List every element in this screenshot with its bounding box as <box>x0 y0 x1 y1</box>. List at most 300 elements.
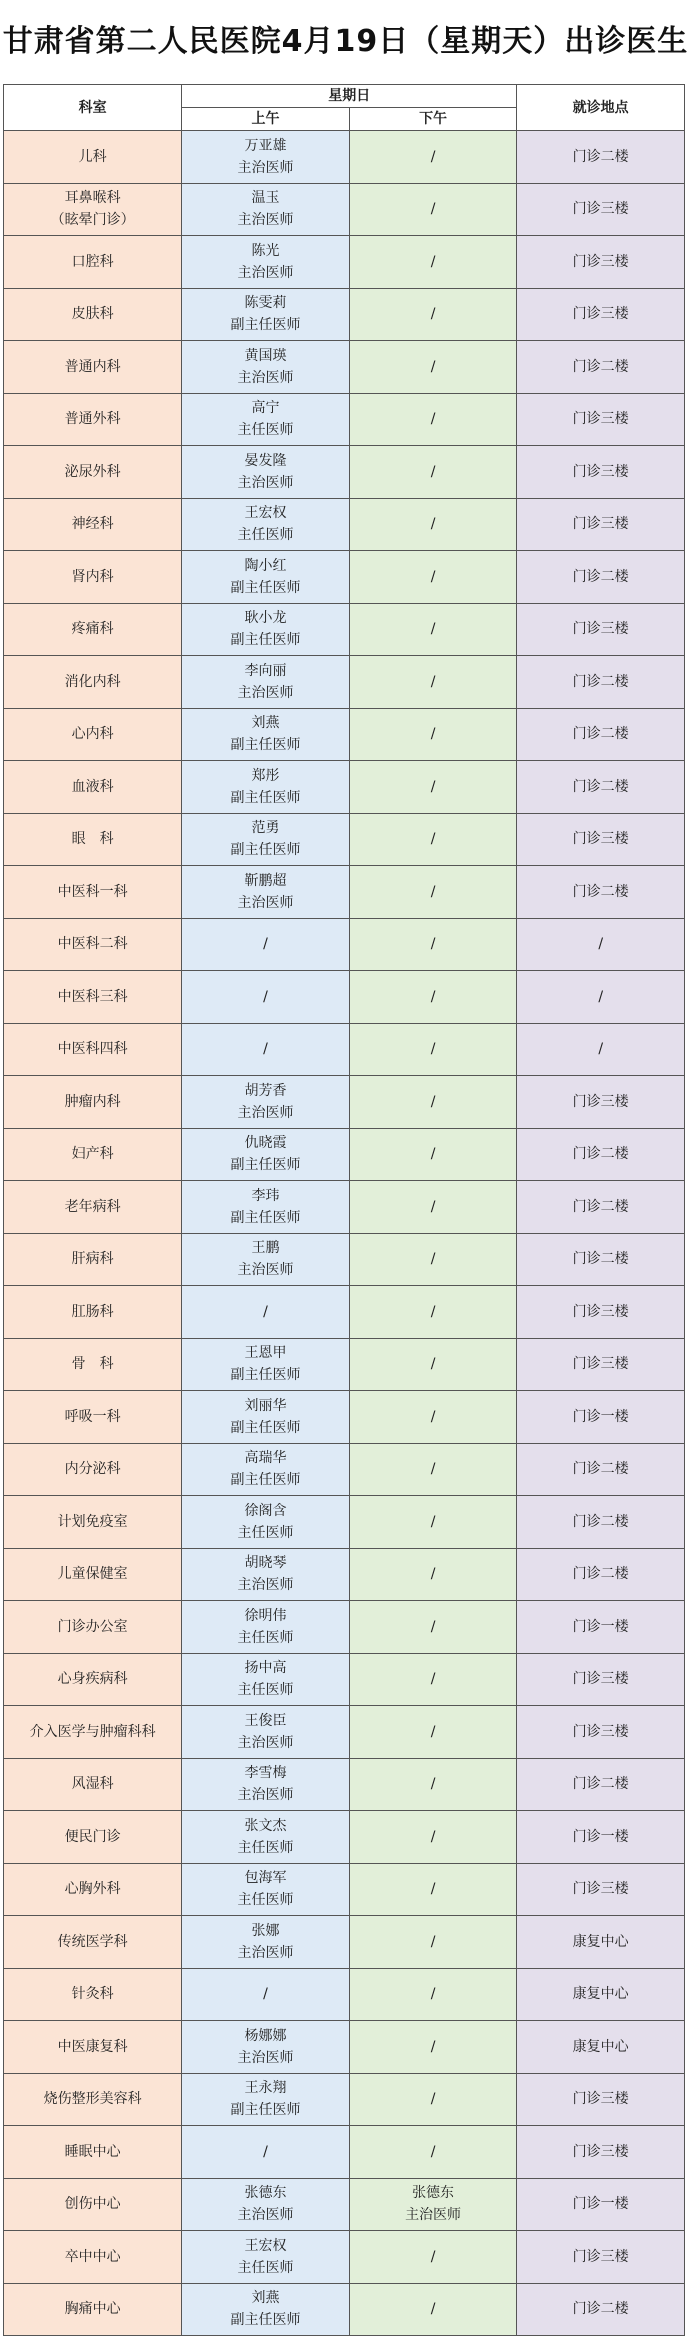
location-text: 门诊三楼 <box>572 253 629 270</box>
am-doctor-title: 副主任医师 <box>230 1419 301 1436</box>
am-cell <box>182 1338 350 1391</box>
am-cell <box>182 2283 350 2336</box>
am-doctor-title: 主任医师 <box>237 1682 294 1699</box>
location-text: 门诊三楼 <box>572 516 629 533</box>
pm-doctor-name: / <box>430 1303 436 1320</box>
table-row <box>4 1391 685 1444</box>
dept-cell <box>4 2283 182 2336</box>
am-doctor-title: 副主任医师 <box>230 1367 301 1384</box>
pm-doctor-name: / <box>430 1986 436 2003</box>
location-text: 门诊三楼 <box>572 831 629 848</box>
dept-cell <box>4 1076 182 1129</box>
pm-doctor-title: 主治医师 <box>405 2207 462 2224</box>
am-cell <box>182 1968 350 2021</box>
pm-cell <box>349 2231 517 2284</box>
dept-name: 疼痛科 <box>71 621 114 638</box>
location-text: 门诊三楼 <box>572 1881 629 1898</box>
pm-doctor-name: / <box>430 2301 436 2318</box>
pm-cell <box>349 1653 517 1706</box>
location-cell <box>517 866 685 919</box>
location-cell <box>517 1548 685 1601</box>
am-doctor-title: 副主任医师 <box>230 1472 301 1489</box>
pm-doctor-name: / <box>430 1723 436 1740</box>
am-doctor-title: 主治医师 <box>237 894 294 911</box>
am-cell <box>182 1916 350 1969</box>
dept-cell <box>4 708 182 761</box>
am-doctor-name: 王宏权 <box>244 505 287 522</box>
pm-cell <box>349 761 517 814</box>
location-text: 康复中心 <box>572 1933 629 1950</box>
am-cell <box>182 236 350 289</box>
pm-cell <box>349 1023 517 1076</box>
dept-cell <box>4 498 182 551</box>
location-text: 门诊二楼 <box>572 1776 629 1793</box>
location-text: / <box>598 936 604 953</box>
table-row <box>4 1706 685 1759</box>
am-doctor-name: 扬中高 <box>244 1660 287 1677</box>
location-cell <box>517 498 685 551</box>
am-doctor-title: 副主任医师 <box>230 2312 301 2329</box>
table-row <box>4 1181 685 1234</box>
am-cell <box>182 551 350 604</box>
dept-name: 骨 科 <box>71 1356 114 1373</box>
dept-name: 眼 科 <box>71 831 114 848</box>
pm-cell <box>349 551 517 604</box>
location-cell <box>517 1968 685 2021</box>
pm-cell <box>349 1548 517 1601</box>
dept-cell <box>4 761 182 814</box>
dept-cell <box>4 446 182 499</box>
dept-cell <box>4 551 182 604</box>
table-row <box>4 1443 685 1496</box>
pm-cell <box>349 1811 517 1864</box>
am-cell <box>182 2178 350 2231</box>
location-cell <box>517 1653 685 1706</box>
dept-name: 耳鼻喉科 （眩晕门诊） <box>50 190 135 229</box>
am-doctor-title: 主任医师 <box>237 1892 294 1909</box>
am-doctor-name: 仇晓霞 <box>244 1135 287 1152</box>
table-row <box>4 1601 685 1654</box>
pm-cell <box>349 498 517 551</box>
pm-cell <box>349 1443 517 1496</box>
dept-name: 中医科一科 <box>57 883 128 900</box>
location-text: / <box>598 1041 604 1058</box>
table-row <box>4 813 685 866</box>
am-doctor-name: 胡芳香 <box>244 1082 287 1099</box>
am-doctor-name: / <box>263 936 268 953</box>
location-cell <box>517 551 685 604</box>
pm-doctor-name: / <box>430 1513 436 1530</box>
dept-name: 普通内科 <box>64 358 121 375</box>
dept-name: 普通外科 <box>64 411 121 428</box>
dept-cell <box>4 1496 182 1549</box>
pm-doctor-name: / <box>430 1881 436 1898</box>
pm-doctor-name: / <box>430 726 436 743</box>
table-row <box>4 341 685 394</box>
am-doctor-title: 主治医师 <box>237 2207 294 2224</box>
pm-cell <box>349 183 517 236</box>
pm-cell <box>349 708 517 761</box>
am-doctor-name: 胡晓琴 <box>244 1555 287 1572</box>
am-doctor-title: 主治医师 <box>237 264 294 281</box>
location-text: 门诊二楼 <box>572 1461 629 1478</box>
location-cell <box>517 1286 685 1339</box>
pm-cell <box>349 2283 517 2336</box>
am-cell <box>182 603 350 656</box>
am-doctor-name: 徐明伟 <box>244 1607 287 1624</box>
dept-cell <box>4 1128 182 1181</box>
dept-name: 泌尿外科 <box>64 463 121 480</box>
am-doctor-name: 张德东 <box>244 2185 287 2202</box>
dept-cell <box>4 1811 182 1864</box>
dept-name: 中医科二科 <box>57 936 128 953</box>
dept-name: 肛肠科 <box>71 1303 114 1320</box>
dept-name: 消化内科 <box>64 673 121 690</box>
location-cell <box>517 1338 685 1391</box>
am-doctor-title: 主治医师 <box>237 1944 294 1961</box>
am-cell <box>182 131 350 184</box>
location-text: 门诊二楼 <box>572 148 629 165</box>
am-cell <box>182 183 350 236</box>
dept-name: 儿科 <box>78 148 107 165</box>
dept-cell <box>4 866 182 919</box>
location-cell <box>517 918 685 971</box>
pm-doctor-name: / <box>430 253 436 270</box>
location-cell <box>517 1443 685 1496</box>
pm-doctor-name: / <box>430 1041 436 1058</box>
pm-doctor-name: / <box>430 463 436 480</box>
location-cell <box>517 393 685 446</box>
location-cell <box>517 813 685 866</box>
header-am: 上午 <box>182 108 350 131</box>
am-doctor-title: 副主任医师 <box>230 842 301 859</box>
location-text: 门诊三楼 <box>572 2248 629 2265</box>
dept-name: 传统医学科 <box>57 1933 128 1950</box>
am-cell <box>182 1233 350 1286</box>
dept-cell <box>4 341 182 394</box>
location-text: 门诊三楼 <box>572 1093 629 1110</box>
table-row <box>4 1496 685 1549</box>
am-cell <box>182 446 350 499</box>
am-cell <box>182 288 350 341</box>
table-row <box>4 1548 685 1601</box>
table-row <box>4 1233 685 1286</box>
am-doctor-name: 耿小龙 <box>244 610 287 627</box>
dept-name: 口腔科 <box>71 253 114 270</box>
am-doctor-title: 主治医师 <box>237 1734 294 1751</box>
pm-cell <box>349 1181 517 1234</box>
am-doctor-title: 主任医师 <box>237 1524 294 1541</box>
location-cell <box>517 1023 685 1076</box>
dept-cell <box>4 183 182 236</box>
am-doctor-name: 晏发隆 <box>244 452 287 469</box>
dept-name: 睡眠中心 <box>64 2143 121 2160</box>
location-cell <box>517 1863 685 1916</box>
am-cell <box>182 813 350 866</box>
location-cell <box>517 603 685 656</box>
am-cell <box>182 2021 350 2074</box>
pm-doctor-name: / <box>430 936 436 953</box>
am-cell <box>182 393 350 446</box>
pm-doctor-name: / <box>430 2038 436 2055</box>
pm-cell <box>349 1968 517 2021</box>
am-doctor-name: 王俊臣 <box>244 1712 287 1729</box>
am-doctor-title: 副主任医师 <box>230 317 301 334</box>
am-doctor-title: 主治医师 <box>237 1104 294 1121</box>
pm-doctor-name: / <box>430 516 436 533</box>
am-doctor-name: 徐阁含 <box>244 1502 287 1519</box>
dept-cell <box>4 1653 182 1706</box>
dept-cell <box>4 1758 182 1811</box>
am-doctor-title: 主任医师 <box>237 527 294 544</box>
location-cell <box>517 2231 685 2284</box>
pm-doctor-name: / <box>430 621 436 638</box>
location-cell <box>517 1811 685 1864</box>
dept-cell <box>4 813 182 866</box>
location-text: 康复中心 <box>572 2038 629 2055</box>
table-row <box>4 1338 685 1391</box>
location-text: 门诊二楼 <box>572 568 629 585</box>
dept-name: 创伤中心 <box>64 2196 121 2213</box>
dept-name: 儿童保健室 <box>57 1566 128 1583</box>
pm-doctor-name: / <box>430 411 436 428</box>
am-doctor-title: 副主任医师 <box>230 1157 301 1174</box>
dept-cell <box>4 1443 182 1496</box>
am-doctor-name: 王永翔 <box>244 2080 287 2097</box>
dept-name: 便民门诊 <box>64 1828 121 1845</box>
location-cell <box>517 236 685 289</box>
am-cell <box>182 2231 350 2284</box>
header-pm: 下午 <box>349 108 517 131</box>
schedule-table <box>3 84 685 2336</box>
am-doctor-title: 主治医师 <box>237 159 294 176</box>
pm-cell <box>349 1076 517 1129</box>
location-text: 门诊二楼 <box>572 1566 629 1583</box>
pm-cell <box>349 2178 517 2231</box>
pm-doctor-name: / <box>430 1566 436 1583</box>
am-doctor-title: 副主任医师 <box>230 2102 301 2119</box>
pm-doctor-name: 张德东 <box>412 2185 455 2202</box>
pm-doctor-name: / <box>430 306 436 323</box>
pm-cell <box>349 446 517 499</box>
pm-doctor-name: / <box>430 1356 436 1373</box>
table-row <box>4 183 685 236</box>
am-doctor-title: 主治医师 <box>237 1262 294 1279</box>
am-doctor-title: 主治医师 <box>237 474 294 491</box>
location-text: 门诊二楼 <box>572 1198 629 1215</box>
location-text: 门诊二楼 <box>572 726 629 743</box>
dept-name: 计划免疫室 <box>57 1513 128 1530</box>
pm-doctor-name: / <box>430 1776 436 1793</box>
am-cell <box>182 1076 350 1129</box>
am-doctor-name: 李玮 <box>251 1187 280 1204</box>
table-row <box>4 1758 685 1811</box>
table-row <box>4 2073 685 2126</box>
pm-doctor-name: / <box>430 148 436 165</box>
dept-name: 心身疾病科 <box>57 1671 128 1688</box>
dept-cell <box>4 1601 182 1654</box>
pm-doctor-name: / <box>430 1618 436 1635</box>
am-cell <box>182 1548 350 1601</box>
table-row <box>4 2021 685 2074</box>
table-row <box>4 1863 685 1916</box>
am-doctor-title: 主任医师 <box>237 422 294 439</box>
am-cell <box>182 1286 350 1339</box>
am-cell <box>182 866 350 919</box>
table-row <box>4 918 685 971</box>
pm-doctor-name: / <box>430 2143 436 2160</box>
page-title: 甘肃省第二人民医院4月19日（星期天）出诊医生 <box>2 24 689 59</box>
pm-doctor-name: / <box>430 1251 436 1268</box>
location-text: 门诊三楼 <box>572 463 629 480</box>
location-cell <box>517 2021 685 2074</box>
am-cell <box>182 2126 350 2179</box>
dept-cell <box>4 131 182 184</box>
table-row <box>4 603 685 656</box>
am-doctor-name: 万亚雄 <box>244 137 287 154</box>
schedule-rows <box>4 131 685 2336</box>
table-row <box>4 236 685 289</box>
pm-cell <box>349 1601 517 1654</box>
am-doctor-title: 主任医师 <box>237 2259 294 2276</box>
am-cell <box>182 1811 350 1864</box>
am-doctor-title: 主治医师 <box>237 684 294 701</box>
pm-doctor-name: / <box>430 358 436 375</box>
dept-cell <box>4 1706 182 1759</box>
dept-cell <box>4 1338 182 1391</box>
am-cell <box>182 1128 350 1181</box>
pm-cell <box>349 341 517 394</box>
location-text: 门诊三楼 <box>572 1356 629 1373</box>
pm-cell <box>349 2073 517 2126</box>
pm-doctor-name: / <box>430 1933 436 1950</box>
location-text: 门诊三楼 <box>572 1303 629 1320</box>
dept-cell <box>4 1863 182 1916</box>
am-doctor-title: 主治医师 <box>237 1577 294 1594</box>
am-doctor-name: 杨娜娜 <box>244 2027 287 2044</box>
location-cell <box>517 2073 685 2126</box>
location-text: / <box>598 988 604 1005</box>
dept-name: 中医康复科 <box>57 2038 128 2055</box>
dept-name: 心内科 <box>71 726 114 743</box>
location-text: 门诊三楼 <box>572 1671 629 1688</box>
location-cell <box>517 183 685 236</box>
pm-doctor-name: / <box>430 2091 436 2108</box>
location-text: 门诊二楼 <box>572 1513 629 1530</box>
dept-cell <box>4 393 182 446</box>
pm-doctor-name: / <box>430 2248 436 2265</box>
dept-cell <box>4 2073 182 2126</box>
pm-cell <box>349 1706 517 1759</box>
location-cell <box>517 1706 685 1759</box>
dept-name: 血液科 <box>71 778 114 795</box>
location-cell <box>517 2283 685 2336</box>
dept-name: 中医科四科 <box>57 1041 128 1058</box>
am-cell <box>182 1023 350 1076</box>
location-cell <box>517 1128 685 1181</box>
am-doctor-name: 黄国瑛 <box>244 347 287 364</box>
location-text: 门诊二楼 <box>572 2301 629 2318</box>
dept-cell <box>4 1916 182 1969</box>
dept-name: 肾内科 <box>71 568 114 585</box>
table-row <box>4 2231 685 2284</box>
dept-cell <box>4 2178 182 2231</box>
am-doctor-name: 王宏权 <box>244 2237 287 2254</box>
location-cell <box>517 446 685 499</box>
table-row <box>4 656 685 709</box>
pm-cell <box>349 1496 517 1549</box>
table-row <box>4 761 685 814</box>
am-doctor-title: 主治医师 <box>237 212 294 229</box>
dept-cell <box>4 603 182 656</box>
pm-cell <box>349 918 517 971</box>
dept-name: 烧伤整形美容科 <box>43 2091 142 2108</box>
location-cell <box>517 1233 685 1286</box>
location-text: 门诊三楼 <box>572 306 629 323</box>
location-cell <box>517 288 685 341</box>
table-row <box>4 866 685 919</box>
am-cell <box>182 761 350 814</box>
location-text: 门诊一楼 <box>572 1828 629 1845</box>
location-cell <box>517 708 685 761</box>
am-cell <box>182 1653 350 1706</box>
am-doctor-name: 范勇 <box>251 820 280 837</box>
dept-name: 中医科三科 <box>57 988 128 1005</box>
am-cell <box>182 1181 350 1234</box>
am-doctor-name: 王恩甲 <box>244 1345 287 1362</box>
am-doctor-title: 主治医师 <box>237 1787 294 1804</box>
pm-cell <box>349 813 517 866</box>
am-doctor-name: 高宁 <box>251 400 280 417</box>
location-cell <box>517 2178 685 2231</box>
am-doctor-name: 郑彤 <box>251 767 280 784</box>
table-row <box>4 288 685 341</box>
dept-name: 介入医学与肿瘤科科 <box>29 1723 156 1740</box>
dept-cell <box>4 2021 182 2074</box>
dept-cell <box>4 971 182 1024</box>
dept-cell <box>4 1286 182 1339</box>
am-cell <box>182 1496 350 1549</box>
location-cell <box>517 1391 685 1444</box>
location-text: 门诊三楼 <box>572 621 629 638</box>
location-cell <box>517 1496 685 1549</box>
am-cell <box>182 1601 350 1654</box>
am-doctor-name: 王鹏 <box>251 1240 280 1257</box>
table-row <box>4 708 685 761</box>
am-doctor-title: 副主任医师 <box>230 632 301 649</box>
am-doctor-name: / <box>263 1041 268 1058</box>
header-day: 星期日 <box>182 85 517 108</box>
am-doctor-name: 高瑞华 <box>244 1450 287 1467</box>
dept-cell <box>4 1233 182 1286</box>
pm-doctor-name: / <box>430 1671 436 1688</box>
am-doctor-title: 副主任医师 <box>230 1209 301 1226</box>
pm-doctor-name: / <box>430 673 436 690</box>
pm-doctor-name: / <box>430 1408 436 1425</box>
location-text: 门诊二楼 <box>572 1146 629 1163</box>
am-doctor-name: 靳鹏超 <box>244 872 287 889</box>
dept-name: 老年病科 <box>64 1198 121 1215</box>
am-doctor-name: 李向丽 <box>244 662 287 679</box>
pm-doctor-name: / <box>430 988 436 1005</box>
location-text: 门诊二楼 <box>572 358 629 375</box>
location-cell <box>517 2126 685 2179</box>
pm-cell <box>349 1128 517 1181</box>
header-location: 就诊地点 <box>517 85 685 131</box>
am-cell <box>182 2073 350 2126</box>
location-text: 门诊一楼 <box>572 1408 629 1425</box>
dept-cell <box>4 1548 182 1601</box>
